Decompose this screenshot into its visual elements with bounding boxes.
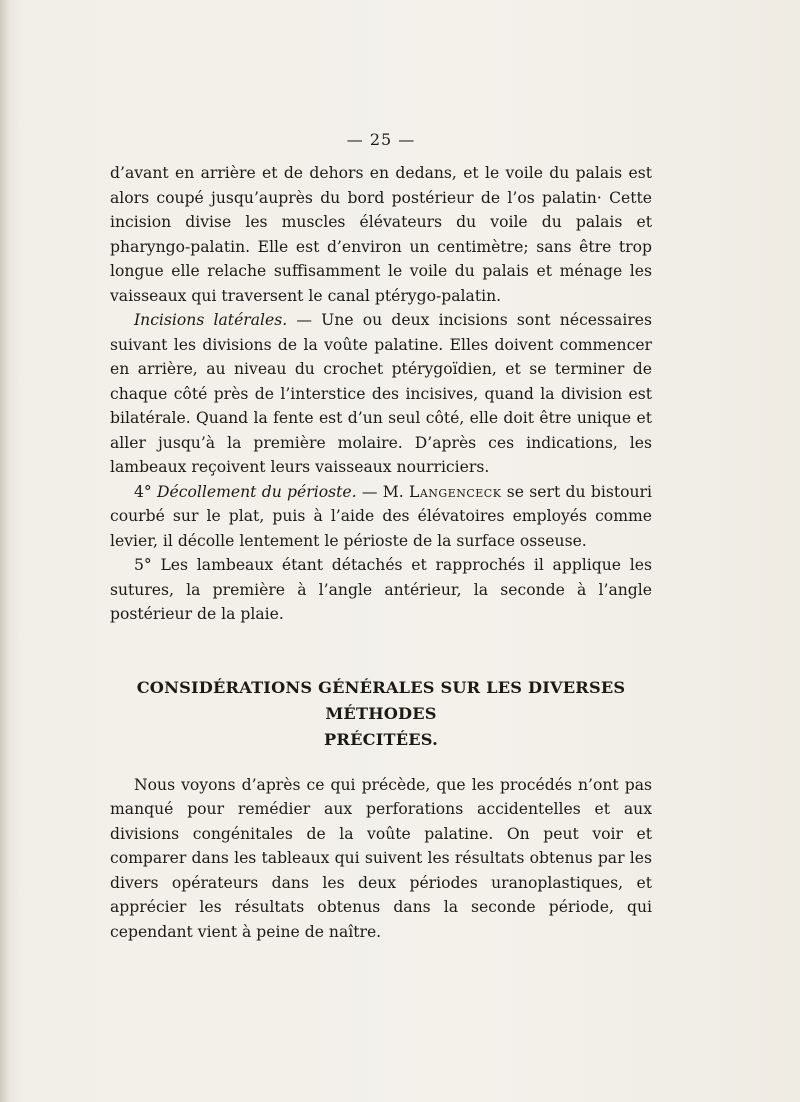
- page-body: [110, 130, 652, 944]
- paragraph-continuation: d’avant en arrière et de dehors en dedans, et le voile du palais est alors coupé jusqu’auprès du bord postérieur de l’os palatin· Cette incision divise les muscles élévateurs du voile du palais et pharyngo-palatin. Elle est d’environ un centimètre; sans être trop longue elle relache suffisamment le voile du palais et ménage les vaisseaux qui traversent le canal ptérygo-palatin.: [110, 164, 652, 305]
- paragraph-lateral-incisions: [110, 308, 652, 480]
- page-gutter: [0, 0, 10, 1102]
- periosteum-dash: — M.: [356, 482, 409, 501]
- section-title-line2: PRÉCITÉES.: [324, 729, 438, 749]
- lateral-incisions-heading: Incisions latérales.: [134, 311, 288, 329]
- lateral-incisions-text: — Une ou deux incisions sont nécessaires suivant les divisions de la voûte palatine. Elles doivent commencer en arrière, au niveau du crochet ptérygoïdien, et se terminer de chaque côté près de l’interstice des incisives, quand la division est bilatérale. Quand la fente est d’un seul côté, elle doit être unique et aller jusqu’à la première molaire. D’après ces indications, les lambeaux reçoivent leurs vaisseaux nourriciers.: [110, 311, 653, 476]
- paragraph-sutures: 5° Les lambeaux étant détachés et rapprochés il applique les sutures, la première à l’angle antérieur, la seconde à l’angle postérieur de la plaie.: [110, 556, 652, 623]
- periosteum-heading: Décollement du périoste.: [157, 482, 357, 501]
- paragraph-conclusion: Nous voyons d’après ce qui précède, que les procédés n’ont pas manqué pour remédier aux perforations accidentelles et aux divisions congénitales de la voûte palatine. On peut voir et comparer dans les tableaux qui suivent les résultats obtenus par les divers opérateurs dans les deux périodes uranoplastiques, et apprécier les résultats obtenus dans la seconde période, qui cependant vient à peine de naître.: [110, 775, 652, 941]
- periosteum-text: se sert du bistouri courbé sur le plat, puis à l’aide des élévatoires employés comme levier, il décolle lentement le périoste de la surface osseuse.: [110, 482, 652, 550]
- section-title: [110, 675, 652, 753]
- periosteum-number: 4°: [134, 482, 158, 501]
- page-number: — 25 —: [346, 130, 416, 149]
- section-title-line1: CONSIDÉRATIONS GÉNÉRALES SUR LES DIVERSES MÉTHODES: [136, 677, 626, 723]
- author-name: Langenceck: [408, 482, 502, 501]
- paragraph-periosteum: [110, 480, 652, 554]
